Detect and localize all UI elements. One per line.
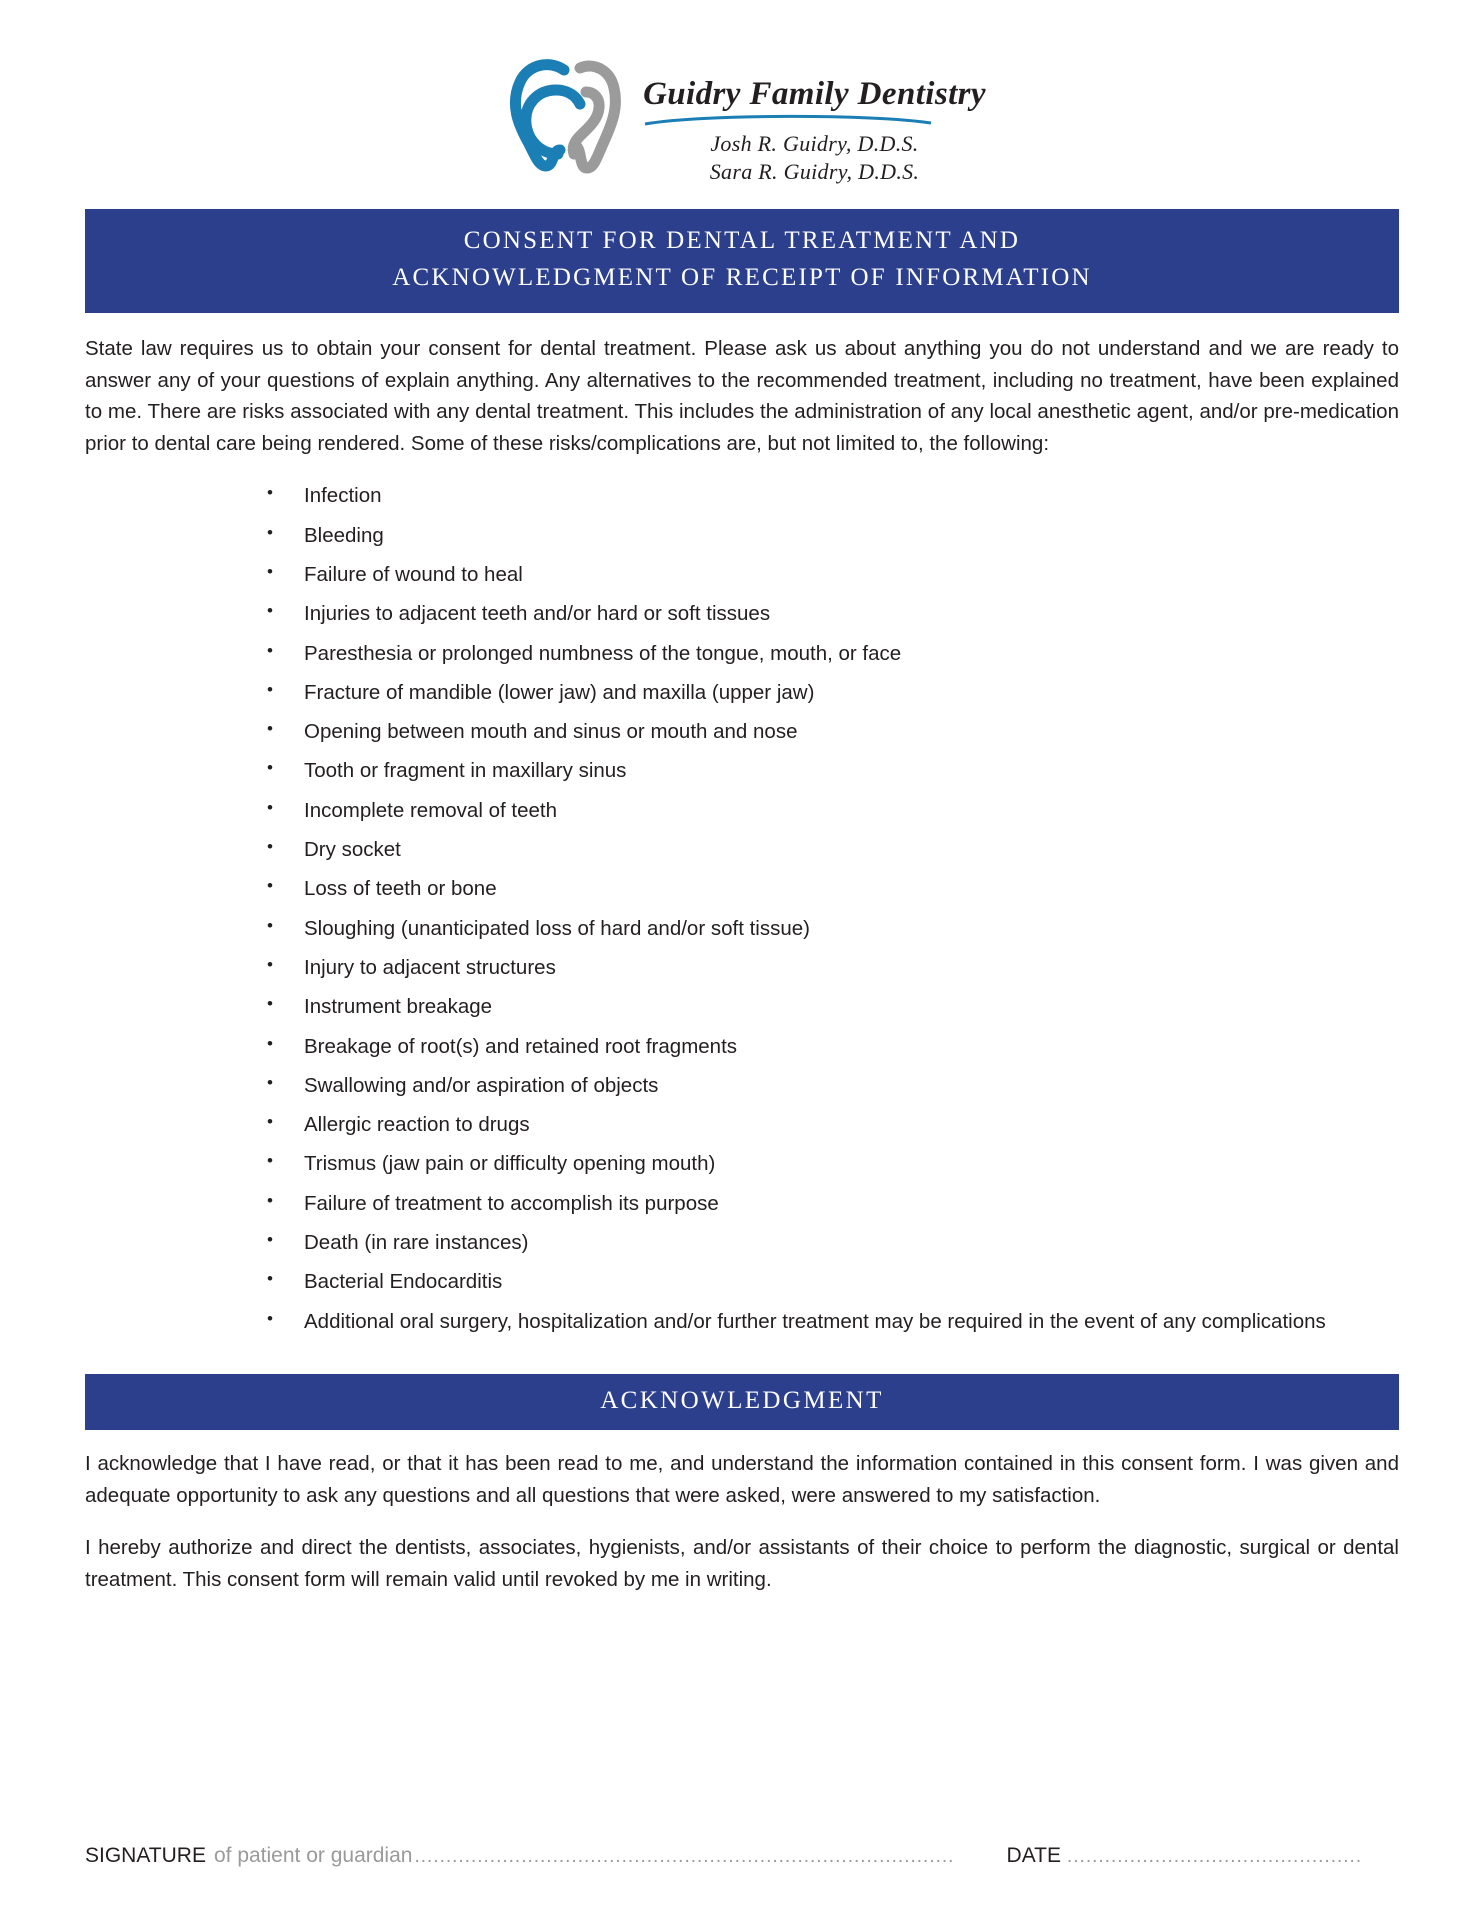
signature-label: SIGNATURE	[85, 1844, 206, 1867]
list-item: • Swallowing and/or aspiration of objects	[267, 1070, 1399, 1103]
letterhead	[85, 0, 1399, 185]
list-item: • Incomplete removal of teeth	[267, 795, 1399, 828]
date-label: DATE	[1006, 1844, 1061, 1867]
signature-field-line[interactable]: ......................................................................................	[414, 1846, 955, 1867]
title-banner	[85, 209, 1399, 313]
swoosh-decoration	[643, 114, 986, 128]
signature-row	[85, 1844, 1399, 1868]
list-item: • Allergic reaction to drugs	[267, 1109, 1399, 1142]
doctor-name-1: Josh R. Guidry, D.D.S.	[710, 131, 919, 157]
list-item: • Additional oral surgery, hospitalization and/or further treatment may be required in the event of any complications	[267, 1306, 1399, 1339]
list-item: • Loss of teeth or bone	[267, 873, 1399, 906]
list-item: • Injury to adjacent structures	[267, 952, 1399, 985]
list-item: • Opening between mouth and sinus or mouth and nose	[267, 716, 1399, 749]
date-field-line[interactable]: ...............................................	[1067, 1846, 1363, 1867]
letterhead-text	[643, 58, 986, 185]
title-line-2: ACKNOWLEDGMENT OF RECEIPT OF INFORMATION	[392, 263, 1092, 291]
intro-paragraph: State law requires us to obtain your consent for dental treatment. Please ask us about anything you do not understand and we are ready to answer any of your questions of explain anything. Any alternatives to the recommended treatment, including no treatment, have been explained to me. There are risks associated with any dental treatment. This includes the administration of any local anesthetic agent, and/or pre-medication prior to dental care being rendered. Some of these risks/complications are, but not limited to, the following:	[85, 336, 1399, 456]
list-item: • Bleeding	[267, 520, 1399, 553]
risk-list	[85, 480, 1399, 1338]
list-item: • Bacterial Endocarditis	[267, 1266, 1399, 1299]
tooth-logo-icon	[498, 58, 633, 178]
list-item: • Tooth or fragment in maxillary sinus	[267, 755, 1399, 788]
list-item: • Instrument breakage	[267, 991, 1399, 1024]
doctor-name-2: Sara R. Guidry, D.D.S.	[709, 158, 920, 184]
list-item: • Paresthesia or prolonged numbness of the tongue, mouth, or face	[267, 638, 1399, 671]
list-item: • Fracture of mandible (lower jaw) and maxilla (upper jaw)	[267, 677, 1399, 710]
list-item: • Trismus (jaw pain or difficulty opening mouth)	[267, 1148, 1399, 1181]
list-item: • Breakage of root(s) and retained root fragments	[267, 1031, 1399, 1064]
acknowledgment-heading: ACKNOWLEDGMENT	[85, 1374, 1399, 1430]
logo-block	[498, 58, 986, 185]
list-item: • Injuries to adjacent teeth and/or hard or soft tissues	[267, 598, 1399, 631]
list-item: • Infection	[267, 480, 1399, 513]
list-item: • Failure of treatment to accomplish its purpose	[267, 1188, 1399, 1221]
practice-name: Guidry Family Dentistry	[643, 76, 986, 112]
title-line-1: CONSENT FOR DENTAL TREATMENT AND	[463, 227, 1021, 255]
list-item: • Failure of wound to heal	[267, 559, 1399, 592]
acknowledgment-paragraph-1: I acknowledge that I have read, or that it has been read to me, and understand the information contained in this consent form. I was given and adequate opportunity to ask any questions and all questions that were asked, were answered to my satisfaction.	[85, 1452, 1399, 1508]
list-item: • Dry socket	[267, 834, 1399, 867]
list-item: • Sloughing (unanticipated loss of hard and/or soft tissue)	[267, 913, 1399, 946]
acknowledgment-paragraph-2: I hereby authorize and direct the dentists, associates, hygienists, and/or assistants of their choice to perform the diagnostic, surgical or dental treatment. This consent form will remain valid until revoked by me in writing.	[85, 1536, 1399, 1592]
signature-sub-label: of patient or guardian	[213, 1844, 413, 1867]
list-item: • Death (in rare instances)	[267, 1227, 1399, 1260]
